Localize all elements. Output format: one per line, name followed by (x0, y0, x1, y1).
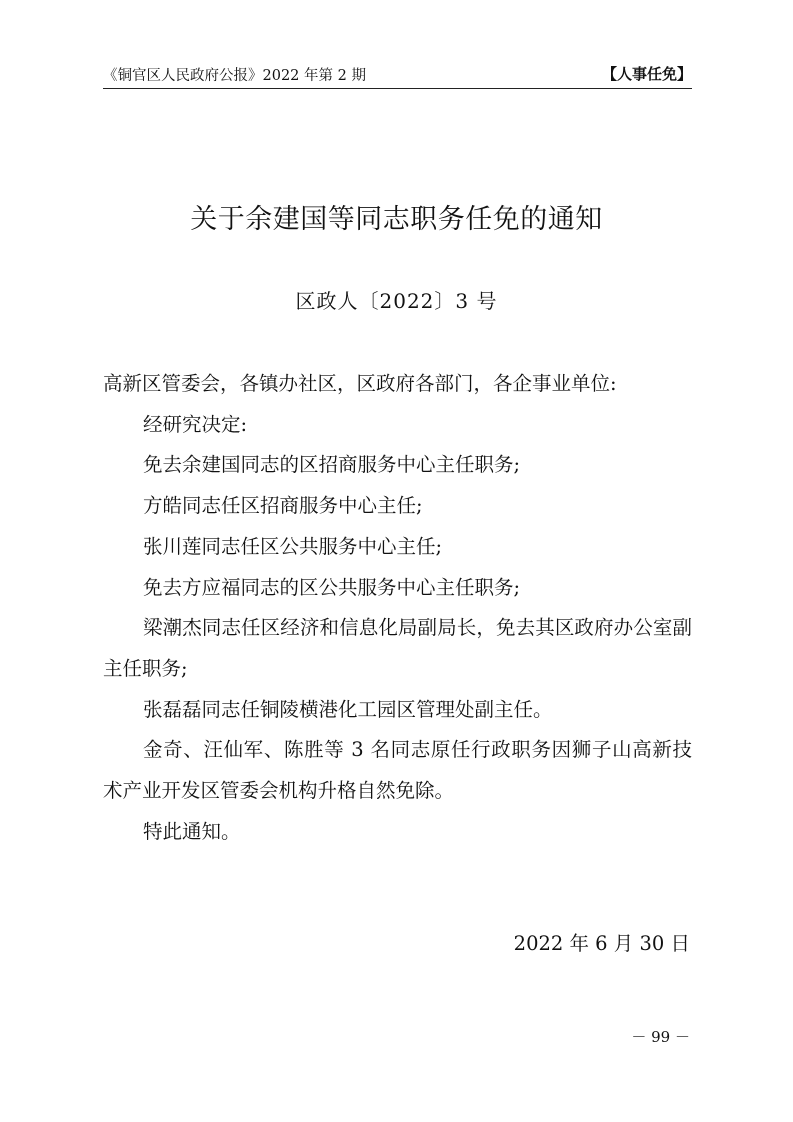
body-paragraph: 金奇、汪仙军、陈胜等 3 名同志原任行政职务因狮子山高新技术产业开发区管委会机构升格自然免除。 (103, 738, 692, 803)
signature-date: 2022 年 6 月 30 日 (513, 932, 690, 955)
section-label: 【人事任免】 (601, 65, 692, 83)
publication-title: 《铜官区人民政府公报》2022 年第 2 期 (103, 68, 366, 84)
document-number: 区政人〔2022〕3 号 (295, 289, 498, 313)
body-paragraph: 经研究决定: (143, 412, 248, 436)
body-paragraph: 免去方应福同志的区公共服务中心主任职务; (143, 575, 521, 599)
body-paragraph: 张川莲同志任区公共服务中心主任; (143, 534, 443, 558)
document-title: 关于余建国等同志职务任免的通知 (190, 204, 603, 235)
page-number: － 99 － (631, 1028, 690, 1046)
body-paragraph: 特此通知。 (143, 819, 241, 843)
body-paragraph: 梁潮杰同志任区经济和信息化局副局长，免去其区政府办公室副主任职务; (103, 616, 692, 680)
salutation: 高新区管委会，各镇办社区，区政府各部门，各企事业单位: (103, 372, 617, 395)
document-body (103, 364, 692, 852)
body-paragraph: 免去余建国同志的区招商服务中心主任职务; (143, 453, 521, 477)
body-paragraph: 张磊磊同志任铜陵横港化工园区管理处副主任。 (143, 697, 553, 721)
page-header (103, 62, 692, 89)
body-paragraph: 方皓同志任区招商服务中心主任; (143, 494, 423, 518)
